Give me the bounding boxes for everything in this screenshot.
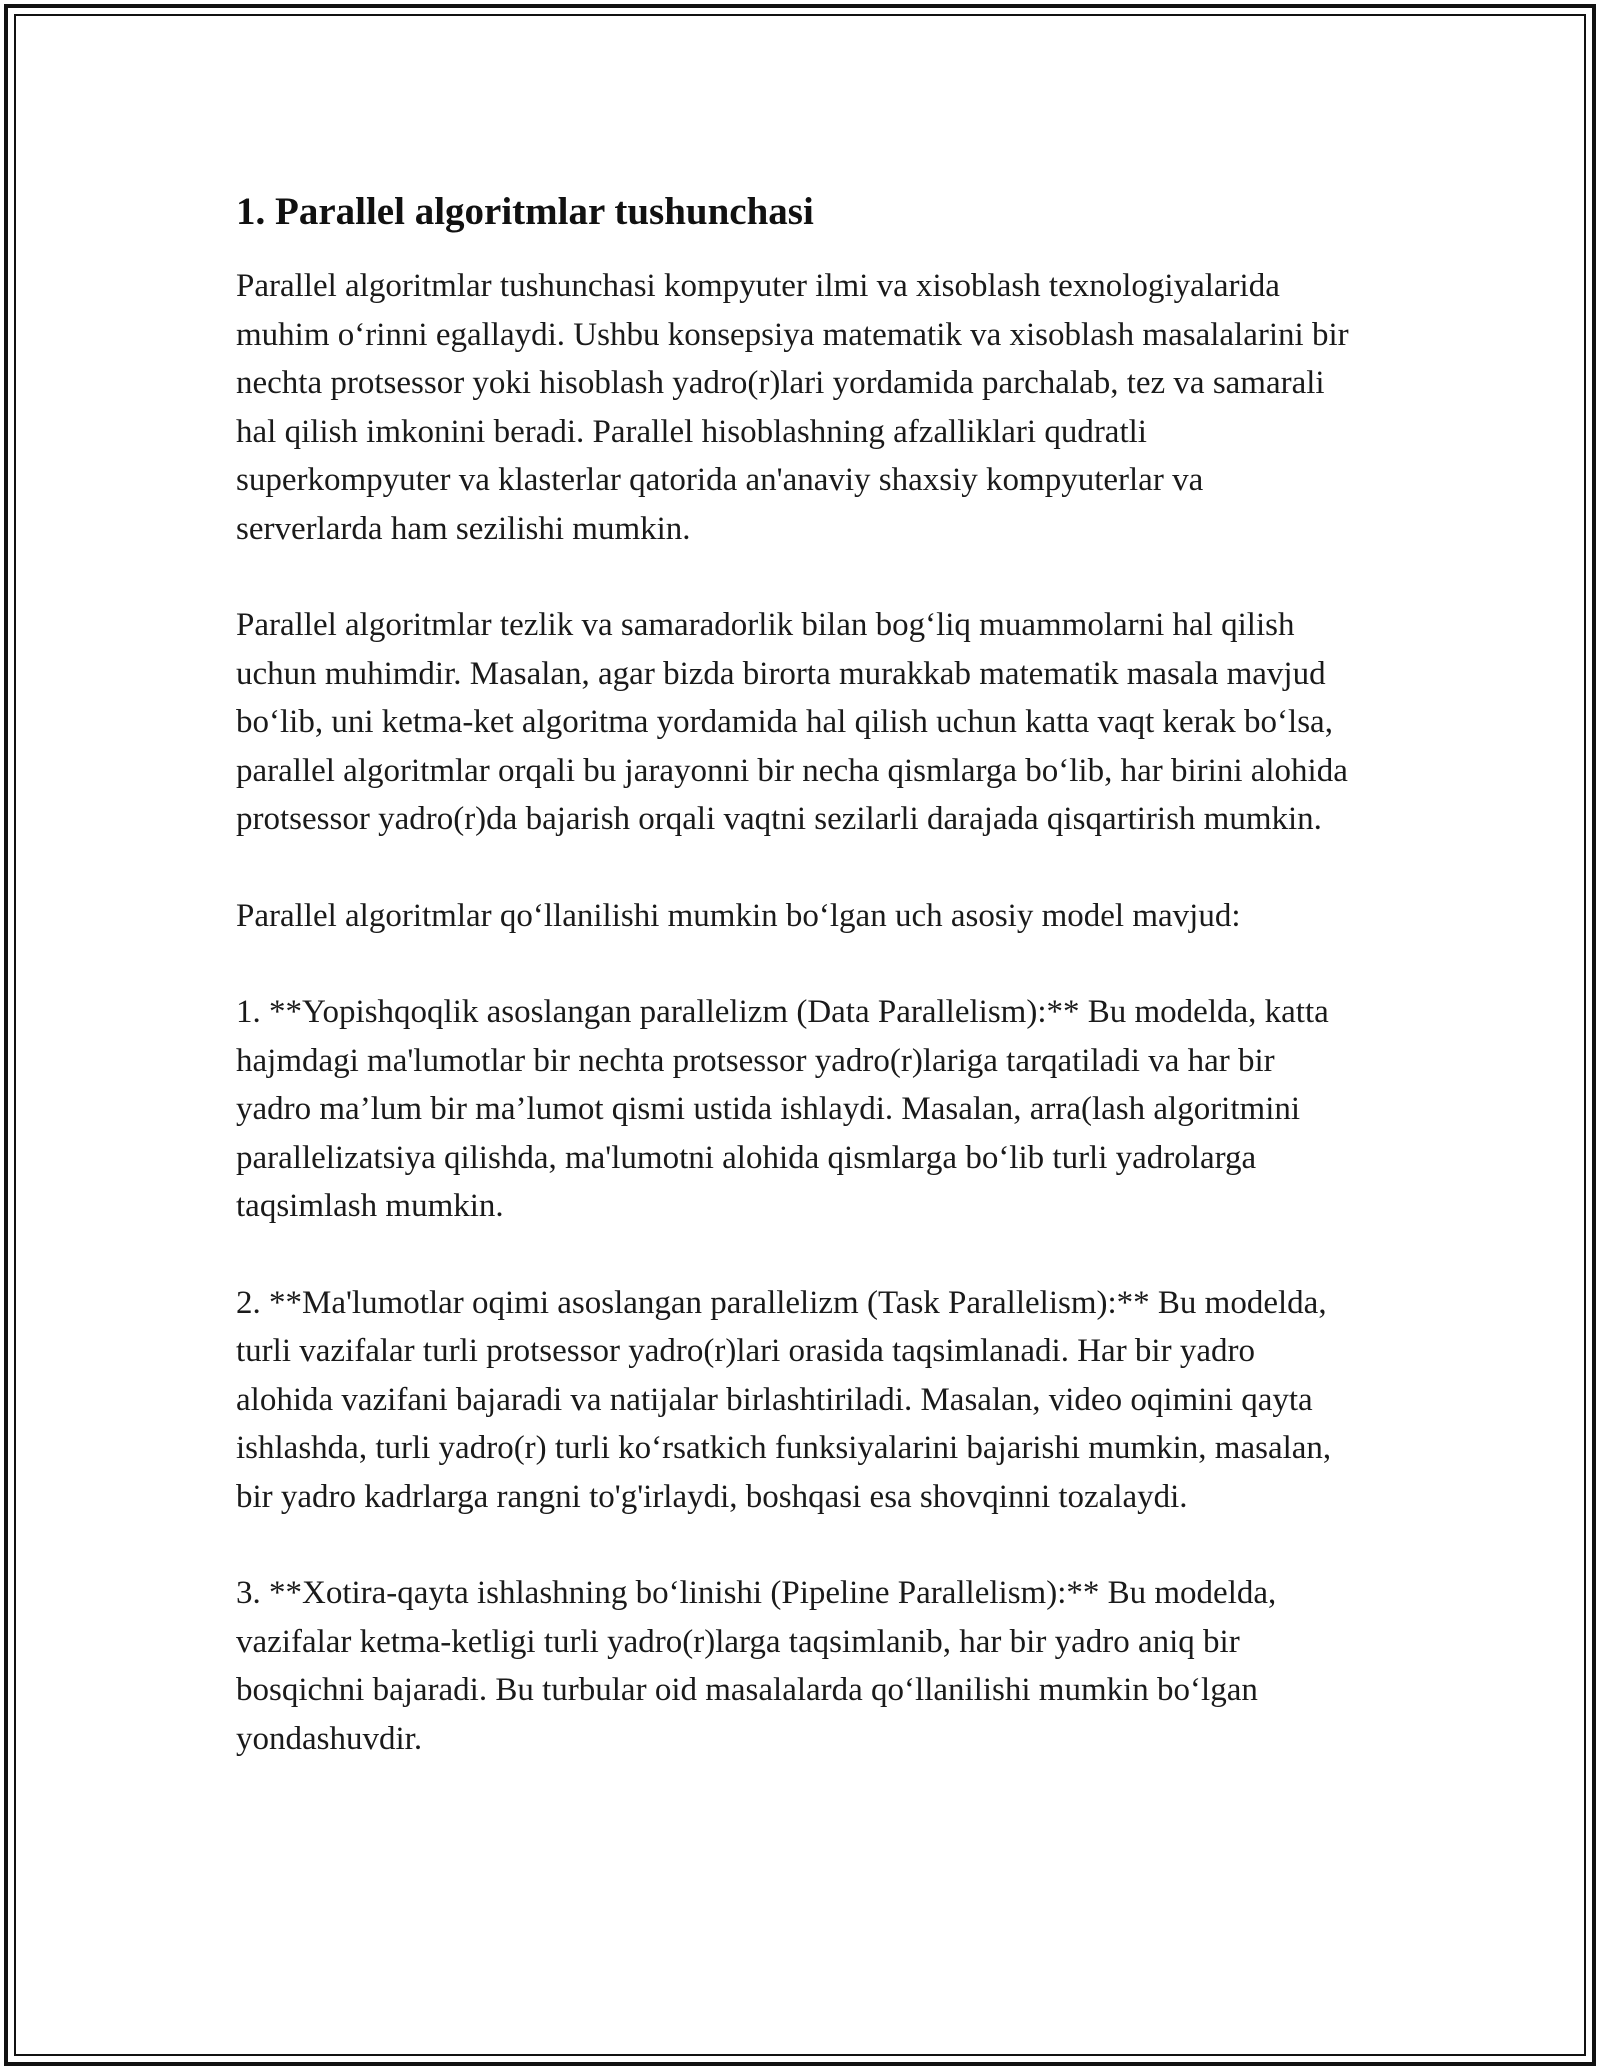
section-heading: 1. Parallel algoritmlar tushunchasi <box>236 190 814 233</box>
paragraph-importance: Parallel algoritmlar tezlik va samaradorlik bilan bog‘liq muammolarni hal qilish uchun muhimdir. Masalan, agar bizda birorta murakkab matematik masala mavjud bo‘lib, uni ketma-ket algoritma yordamida hal qilish uchun katta vaqt kerak bo‘lsa, parallel algoritmlar orqali bu jarayonni bir necha qismlarga bo‘lib, har birini alohida protsessor yadro(r)da bajarish orqali vaqtni sezilarli darajada qisqartirish mumkin. <box>236 607 1348 837</box>
paragraph-intro: Parallel algoritmlar tushunchasi kompyuter ilmi va xisoblash texnologiyalarida muhim o‘rinni egallaydi. Ushbu konsepsiya matematik va xisoblash masalalarini bir nechta protsessor yoki hisoblash yadro(r)lari yordamida parchalab, tez va samarali hal qilish imkonini beradi. Parallel hisoblashning afzalliklari qudratli superkompyuter va klasterlar qatorida an'anaviy shaxsiy kompyuterlar va serverlarda ham sezilishi mumkin. <box>236 268 1349 547</box>
paragraph-models-intro: Parallel algoritmlar qo‘llanilishi mumkin bo‘lgan uch asosiy model mavjud: <box>236 897 1241 934</box>
paragraph-model-task-parallelism: 2. **Ma'lumotlar oqimi asoslangan parallelizm (Task Parallelism):** Bu modelda, turli vazifalar turli protsessor yadro(r)lari orasida taqsimlanadi. Har bir yadro alohida vazifani bajaradi va natijalar birlashtiriladi. Masalan, video oqimini qayta ishlashda, turli yadro(r) turli ko‘rsatkich funksiyalarini bajarishi mumkin, masalan, bir yadro kadrlarga rangni to'g'irlaydi, boshqasi esa shovqinni tozalaydi. <box>236 1284 1332 1515</box>
paragraph-model-pipeline-parallelism: 3. **Xotira-qayta ishlashning bo‘linishi (Pipeline Parallelism):** Bu modelda, vazifalar ketma-ketligi turli yadro(r)larga taqsimlanib, har bir yadro aniq bir bosqichni bajaradi. Bu turbular oid masalalarda qo‘llanilishi mumkin bo‘lgan yondashuvdir. <box>236 1575 1277 1757</box>
document-body <box>236 184 1356 1811</box>
paragraph-model-data-parallelism: 1. **Yopishqoqlik asoslangan parallelizm (Data Parallelism):** Bu modelda, katta hajmdagi ma'lumotlar bir nechta protsessor yadro(r)lariga tarqatiladi va har bir yadro ma’lum bir ma’lumot qismi ustida ishlaydi. Masalan, arra(lash algoritmini parallelizatsiya qilishda, ma'lumotni alohida qismlarga bo‘lib turli yadrolarga taqsimlash mumkin. <box>236 994 1329 1224</box>
